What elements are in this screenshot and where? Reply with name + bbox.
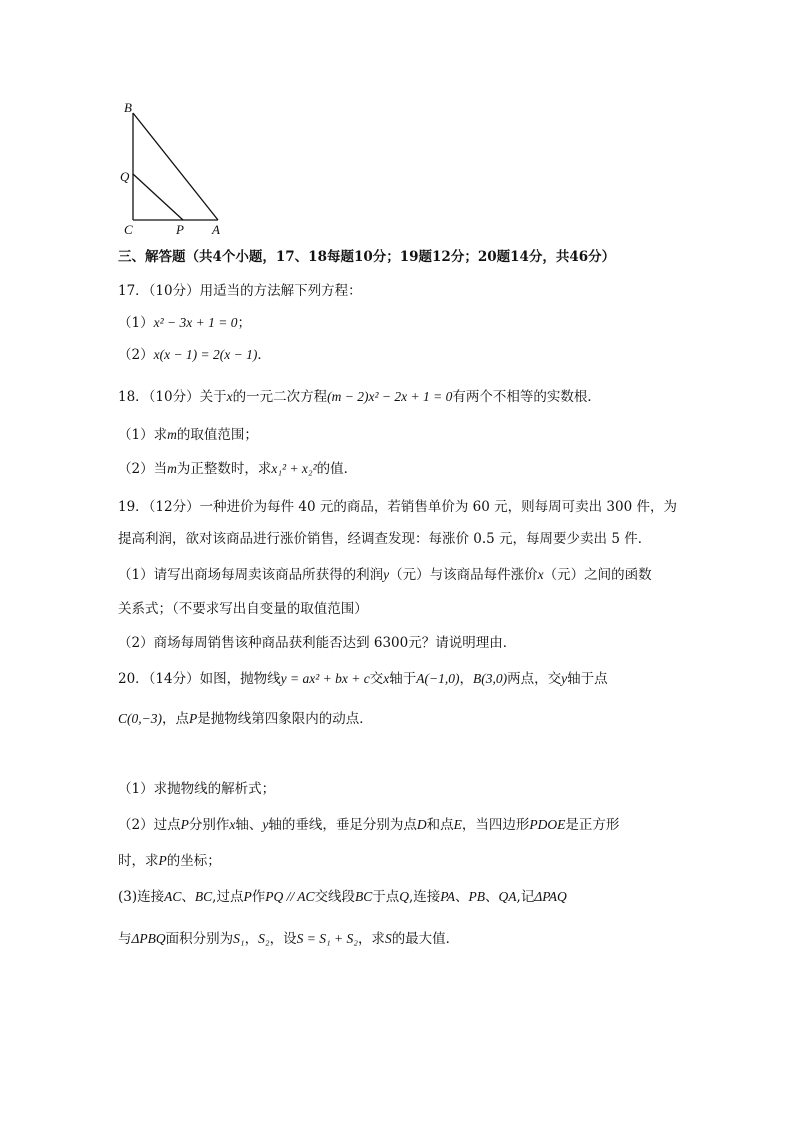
q17-eq1: x² − 3x + 1 = 0 <box>153 315 238 330</box>
q17-part2: （2）x(x − 1) = 2(x − 1)． <box>118 347 271 363</box>
q17-eq2: x(x − 1) = 2(x − 1) <box>153 347 258 362</box>
section-title: 三、解答题（共4个小题，17、18每题10分；19题12分；20题14分，共46分） <box>118 249 616 265</box>
q18-stem: 18．（10分）关于x的一元二次方程(m − 2)x² − 2x + 1 = 0有两个不相等的实数根． <box>118 389 601 405</box>
q20-parabola: y = ax² + bx + c <box>280 671 370 686</box>
label-P: P <box>176 222 184 237</box>
label-A: A <box>212 222 220 237</box>
q20-part2-cont: 时，求P的坐标； <box>118 853 221 869</box>
label-Q: Q <box>120 169 130 184</box>
q19-part2: （2）商场每周销售该种商品获利能否达到 6300元？请说明理由． <box>118 635 517 651</box>
q18-part1: （1）求m的取值范围； <box>118 427 258 443</box>
q20-part2: （2）过点P分别作x轴、y轴的垂线，垂足分别为点D和点E，当四边形PDOE是正方形 <box>118 817 620 833</box>
q18-part2: （2）当m为正整数时，求x₁² + x₂²的值． <box>118 461 358 477</box>
label-B: B <box>124 100 132 115</box>
q17-part1: （1）x² − 3x + 1 = 0； <box>118 315 251 331</box>
q20-line2: C(0,−3)，点P是抛物线第四象限内的动点． <box>118 711 373 727</box>
q20-part3: (3)连接AC、BC,过点P作PQ // AC交线段BC于点Q,连接PA、PB、QA,记ΔPAQ <box>118 889 567 905</box>
segment-BA <box>133 113 218 220</box>
q17-stem: 17．（10分）用适当的方法解下列方程： <box>118 283 362 299</box>
q19-part1: （1）请写出商场每周卖该商品所获得的利润y（元）与该商品每件涨价x（元）之间的函数 <box>118 567 652 583</box>
triangle-diagram <box>112 96 232 241</box>
q19-part1-cont: 关系式；（不要求写出自变量的取值范围） <box>118 601 368 617</box>
triangle-figure <box>112 96 232 241</box>
q19-line2: 提高利润，欲对该商品进行涨价销售，经调查发现：每涨价 0.5 元，每周要少卖出 5 件． <box>118 531 652 547</box>
label-C: C <box>124 222 133 237</box>
q18-expression: x₁² + x₂² <box>271 461 317 476</box>
q20-part3-cont: 与ΔPBQ面积分别为S₁，S₂，设S = S₁ + S₂，求S的最大值． <box>118 931 460 947</box>
segment-QP <box>133 174 183 220</box>
q20-part1: （1）求抛物线的解析式； <box>118 781 276 797</box>
q18-equation: (m − 2)x² − 2x + 1 = 0 <box>327 389 453 404</box>
q20-line1: 20．（14分）如图，抛物线y = ax² + bx + c交x轴于A(−1,0)，B(3,0)两点，交y轴于点 <box>118 671 608 687</box>
q19-line1: 19．（12分）一种进价为每件 40 元的商品，若销售单价为 60 元，则每周可卖出 300 件，为 <box>118 499 677 515</box>
